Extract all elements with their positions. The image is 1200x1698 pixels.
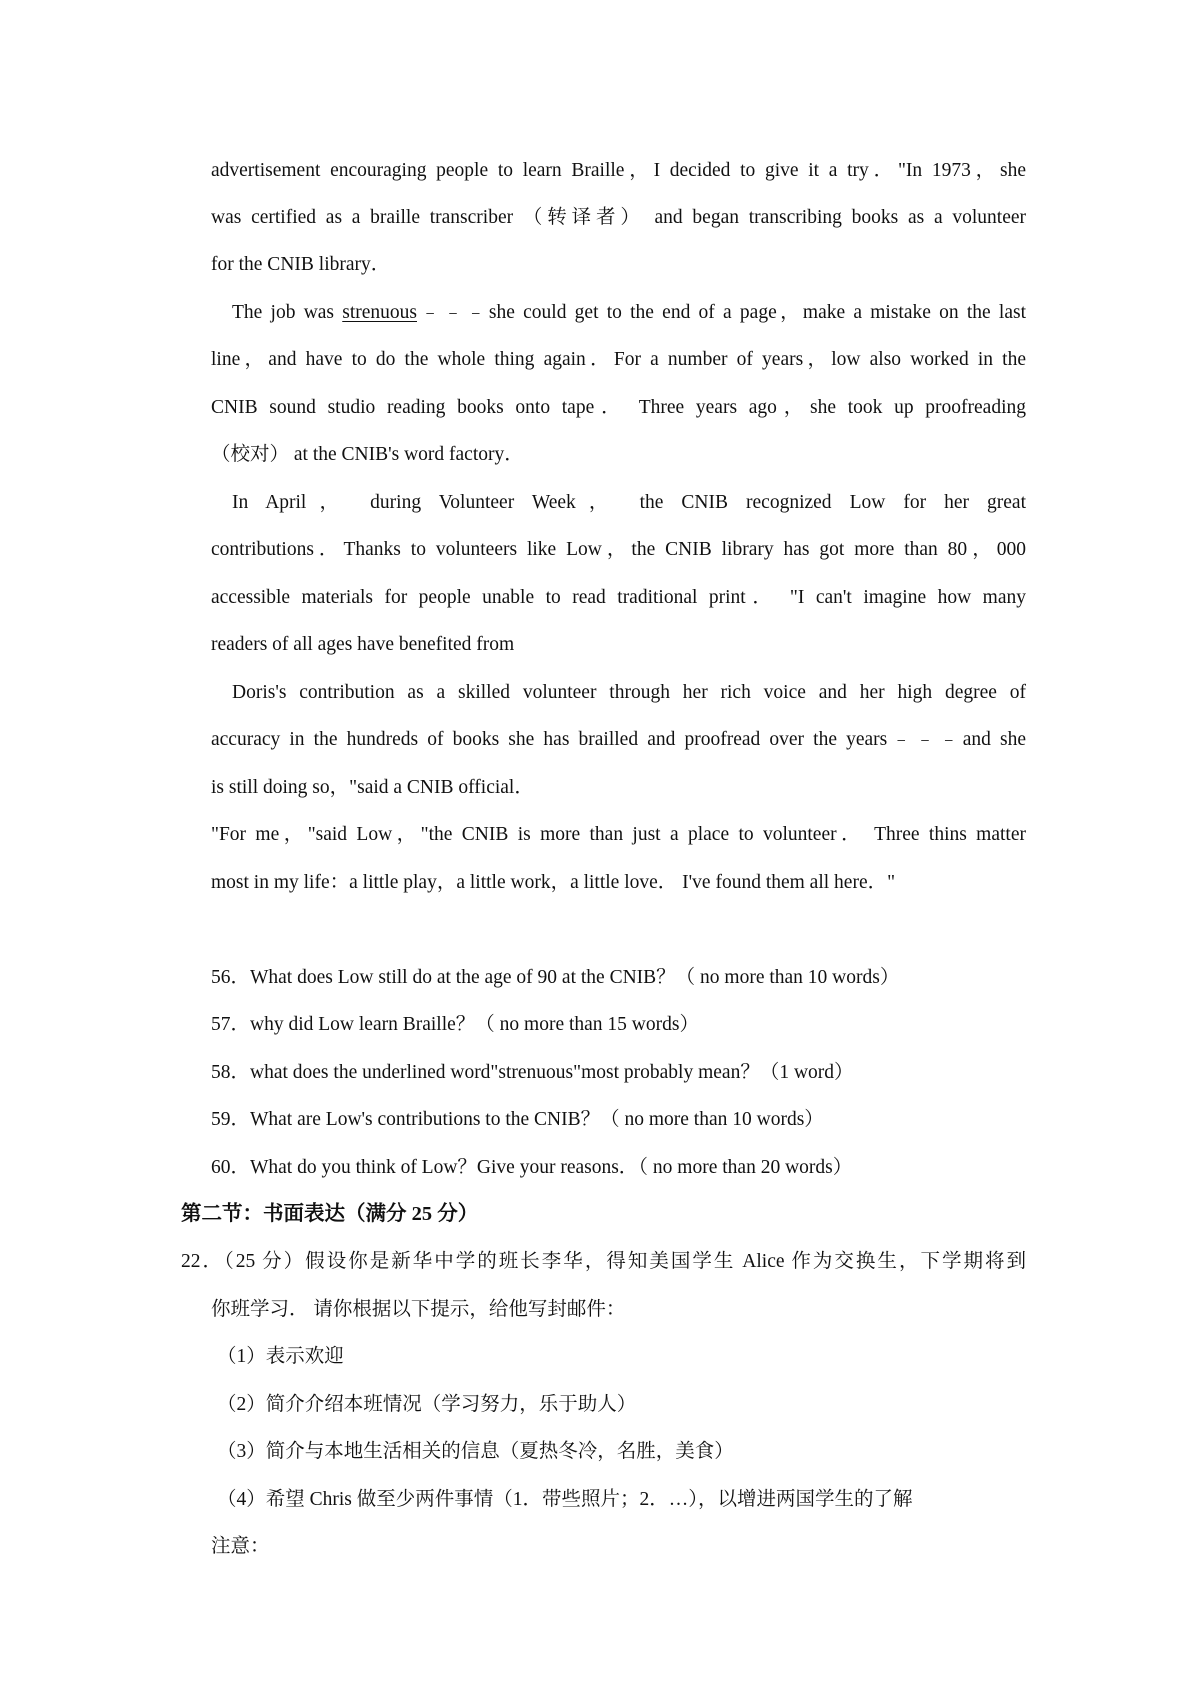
question-56: 56．What does Low still do at the age of 90 at the CNIB？（ no more than 10 words） (211, 967, 900, 988)
task-item: （4）希望 Chris 做至少两件事情（1．带些照片；2．…），以增进两国学生的了解 (217, 1489, 913, 1510)
underlined-word: strenuous (342, 302, 417, 323)
passage-line: line，and have to do the whole thing again．For a number of years，low also worked in the (211, 349, 1026, 370)
task-item: （2）简介介绍本班情况（学习努力，乐于助人） (217, 1394, 637, 1415)
task-item: （3）简介与本地生活相关的信息（夏热冬冷，名胜，美食） (217, 1441, 734, 1462)
passage-line: Doris's contribution as a skilled volunteer through her rich voice and her high degree of (232, 682, 1026, 703)
passage-line: accuracy in the hundreds of books she has brailled and proofread over the years﹣﹣﹣and she (211, 729, 1026, 750)
question-60: 60．What do you think of Low？Give your reasons．（ no more than 20 words） (211, 1157, 853, 1178)
passage-line: readers of all ages have benefited from (211, 634, 515, 655)
passage-line: accessible materials for people unable to read traditional print． "I can't imagine how many (211, 587, 1026, 608)
passage-text: The job was (232, 302, 343, 323)
passage-line: advertisement encouraging people to learn Braille，I decided to give it a try．"In 1973，she (211, 160, 1026, 181)
passage-line: "For me，"said Low，"the CNIB is more than just a place to volunteer． Three thins matter (211, 824, 1026, 845)
section-heading: 第二节：书面表达（满分 25 分） (181, 1203, 479, 1225)
passage-line: CNIB sound studio reading books onto tape． Three years ago，she took up proofreading (211, 397, 1026, 418)
passage-line (232, 303, 1026, 323)
passage-text: ﹣﹣﹣she could get to the end of a page，make a mistake on the last (417, 302, 1026, 323)
question-58: 58．what does the underlined word"strenuous"most probably mean？（1 word） (211, 1062, 854, 1083)
question-59: 59．What are Low's contributions to the CNIB？（ no more than 10 words） (211, 1109, 824, 1130)
writing-task-prompt: 你班学习． 请你根据以下提示，给他写封邮件： (211, 1299, 626, 1320)
note-label: 注意： (211, 1536, 270, 1557)
passage-line: is still doing so，"said a CNIB official． (211, 777, 534, 798)
passage-line: contributions．Thanks to volunteers like Low，the CNIB library has got more than 80，000 (211, 539, 1026, 560)
passage-line: In April， during Volunteer Week， the CNIB recognized Low for her great (232, 492, 1026, 513)
passage-line: （校对） at the CNIB's word factory． (211, 444, 524, 465)
task-item: （1）表示欢迎 (217, 1346, 344, 1367)
passage-line: most in my life：a little play，a little work，a little love． I've found them all here．" (211, 872, 896, 893)
writing-task-prompt: 22．（25 分）假设你是新华中学的班长李华，得知美国学生 Alice 作为交换生，下学期将到 (181, 1251, 1026, 1272)
question-57: 57．why did Low learn Braille？（ no more than 15 words） (211, 1014, 699, 1035)
passage-line: for the CNIB library． (211, 254, 391, 275)
passage-line: was certified as a braille transcriber （转译者） and began transcribing books as a volunteer (211, 207, 1026, 228)
